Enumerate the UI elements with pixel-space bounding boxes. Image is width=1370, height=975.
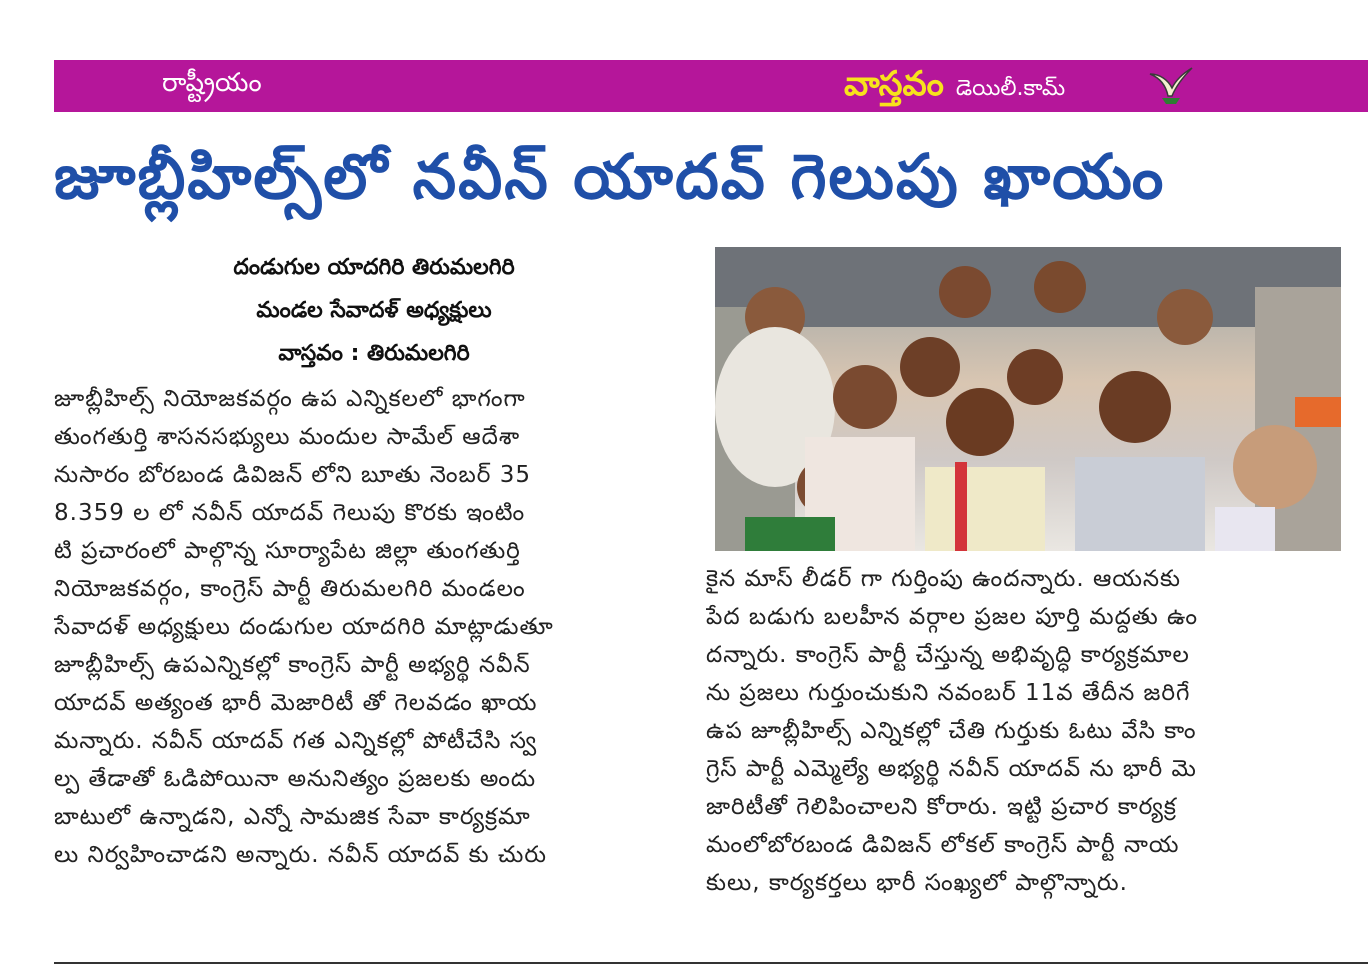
body-line: 8.359 ల లో నవీన్ యాదవ్ గెలుపు కొరకు ఇంటిం <box>54 500 526 526</box>
body-line: జూబ్లీహిల్స్ నియోజకవర్గం ఉప ఎన్నికలలో భాగంగా <box>54 386 526 412</box>
body-line: తుంగతుర్తి శాసనసభ్యులు మందుల సామేల్ ఆదేశా <box>54 424 521 450</box>
byline-dateline: వాస్తవం : తిరుమలగిరి <box>278 341 470 366</box>
section-header-bar <box>54 60 1368 112</box>
headline: జూబ్లీహిల్స్‌లో నవీన్ యాదవ్ గెలుపు ఖాయం <box>54 140 1166 213</box>
body-line: బాటులో ఉన్నాడని, ఎన్నో సామజిక సేవా కార్యక్రమా <box>54 804 531 830</box>
body-line: కైన మాస్ లీడర్ గా గుర్తింపు ఉందన్నారు. ఆయనకు <box>706 566 1182 592</box>
body-line: కులు, కార్యకర్తలు భారీ సంఖ్యలో పాల్గొన్నారు. <box>706 870 1128 896</box>
body-line: యాదవ్ అత్యంత భారీ మెజారిటీ తో గెలవడం ఖాయ <box>54 690 538 716</box>
brand-domain: డెయిలీ.కామ్ <box>955 76 1066 101</box>
body-line: నియోజకవర్గం, కాంగ్రెస్ పార్టీ తిరుమలగిరి మండలం <box>54 576 526 602</box>
brand <box>844 64 1065 112</box>
article-body-right <box>706 560 1346 902</box>
body-line: మన్నారు. నవీన్ యాదవ్ గత ఎన్నికల్లో పోటీచేసి స్వ <box>54 728 538 754</box>
body-line: ను ప్రజలు గుర్తుంచుకుని నవంబర్ 11వ తేదీన జరిగే <box>706 680 1191 706</box>
body-line: జారిటీతో గెలిపించాలని కోరారు. ఇట్టి ప్రచార కార్యక్ర <box>706 794 1177 820</box>
body-line: ల్ప తేడాతో ఓడిపోయినా అనునిత్యం ప్రజలకు అందు <box>54 766 537 792</box>
crowd-photo-illustration <box>715 247 1341 551</box>
body-line: నుసారం బోరబండ డివిజన్ లోని బూతు నెంబర్ 35 <box>54 462 532 488</box>
body-line: పేద బడుగు బలహీన వర్గాల ప్రజల పూర్తి మద్దతు ఉం <box>706 604 1198 630</box>
article-body-left <box>54 380 684 874</box>
body-line: లు నిర్వహించాడని అన్నారు. నవీన్ యాదవ్ కు చురు <box>54 842 547 868</box>
news-photo <box>715 247 1341 551</box>
bottom-divider <box>54 962 1368 964</box>
bird-logo-icon <box>1146 64 1194 108</box>
body-line: మంలోబోరబండ డివిజన్ లోకల్ కాంగ్రెస్ పార్టీ నాయ <box>706 832 1180 858</box>
body-line: టి ప్రచారంలో పాల్గొన్న సూర్యాపేట జిల్లా తుంగతుర్తి <box>54 538 521 564</box>
section-label: రాష్ట్రీయం <box>162 68 262 98</box>
byline-author: దండుగుల యాదగిరి తిరుమలగిరి <box>233 255 515 280</box>
body-line: గ్రెస్ పార్టీ ఎమ్మెల్యే అభ్యర్థి నవీన్ యాదవ్ ను భారీ మె <box>706 756 1197 782</box>
byline-designation: మండల సేవాదళ్ అధ్యక్షులు <box>256 298 492 323</box>
body-line: సేవాదళ్ అధ్యక్షులు దండుగుల యాదగిరి మాట్లాడుతూ <box>54 614 554 640</box>
brand-name: వాస్తవం <box>844 64 944 104</box>
body-line: ఉప జూబ్లీహిల్స్ ఎన్నికల్లో చేతి గుర్తుకు ఓటు వేసి కాం <box>706 718 1197 744</box>
body-line: జూబ్లీహిల్స్ ఉపఎన్నికల్లో కాంగ్రెస్ పార్టీ అభ్యర్థి నవీన్ <box>54 652 531 678</box>
body-line: దన్నారు. కాంగ్రెస్ పార్టీ చేస్తున్న అభివృద్ధి కార్యక్రమాల <box>706 642 1190 668</box>
